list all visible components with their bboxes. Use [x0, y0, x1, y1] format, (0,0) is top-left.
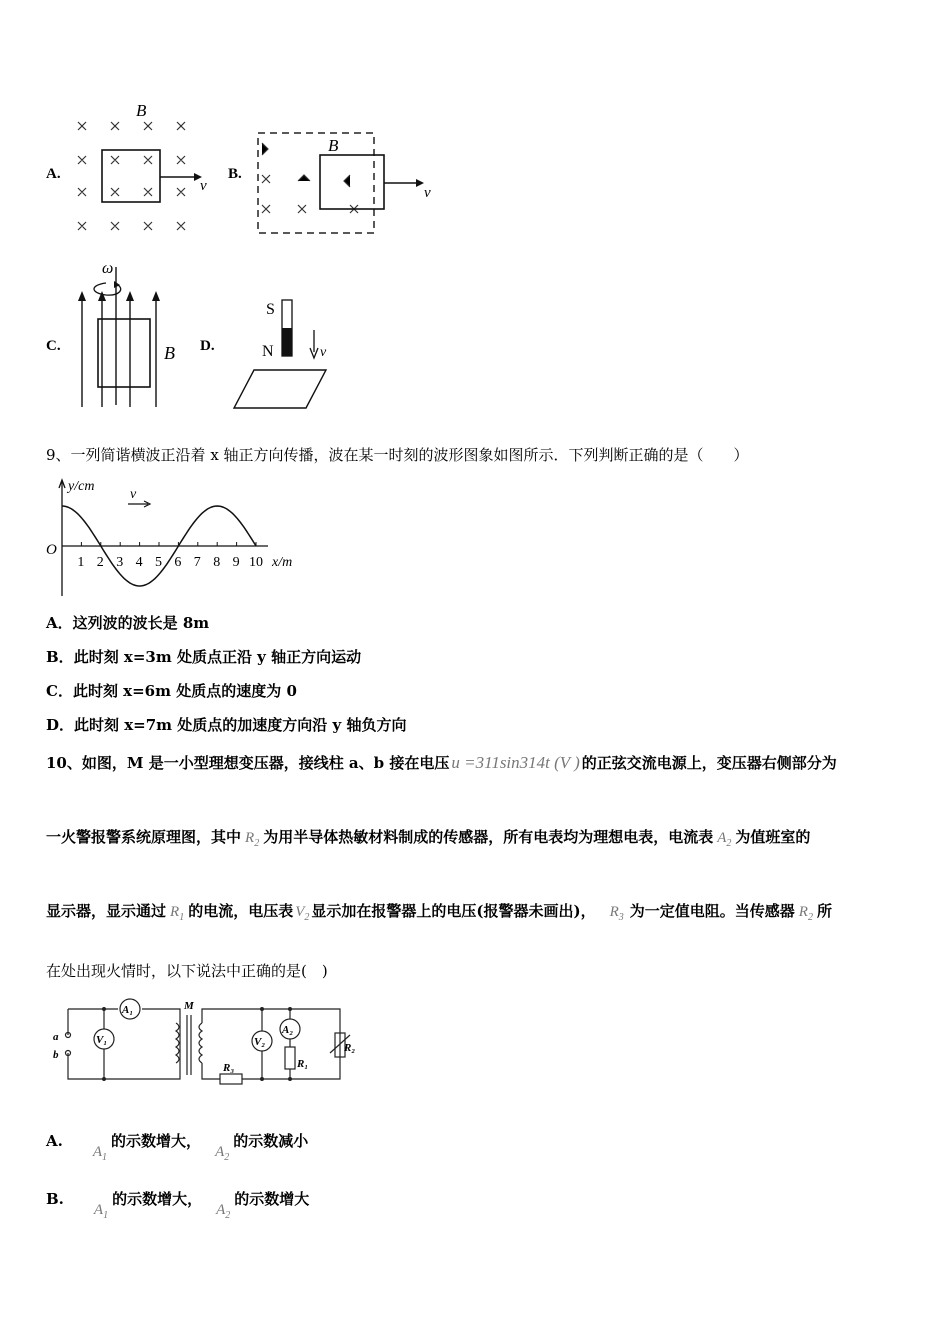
x-tick-label: 6 — [174, 555, 182, 570]
symbol-a2: $A_2$ — [717, 830, 732, 849]
a2-label: A₂ — [282, 1024, 294, 1036]
omega-label: ω — [102, 260, 114, 277]
field-region-boundary — [258, 133, 374, 233]
figure-a-moving-loop — [70, 100, 220, 240]
transformer-label: M — [184, 1000, 194, 1012]
option-d-label: D. — [200, 338, 215, 354]
question-10-line-1: 10、如图，M 是一小型理想变压器，接线柱 a、b 接在电压 u =311sin314t (V ) 的正弦交流电源上，变压器右侧部分为 — [46, 753, 837, 772]
velocity-label: v — [130, 487, 137, 502]
terminal-b-label: b — [53, 1049, 59, 1061]
q9-option-b[interactable]: B．此时刻 x=3m 处质点正沿 y 轴正方向运动 — [46, 648, 362, 666]
x-tick-label: 7 — [193, 555, 201, 570]
resistor-r3 — [220, 1074, 242, 1084]
question-10-line-2: 一火警报警系统原理图，其中 $R_2$ 为用半导体热敏材料制成的传感器，所有电表均为理想电表，电流表 $A_2$ 为值班室的 — [46, 828, 811, 849]
v2-label: V₂ — [254, 1036, 266, 1048]
field-label: B — [136, 101, 147, 120]
x-tick-label: 8 — [213, 555, 221, 570]
field-label: B — [164, 343, 175, 363]
x-tick-label: 2 — [96, 555, 104, 570]
x-tick-label: 5 — [155, 555, 162, 570]
x-tick-label: 10 — [249, 555, 263, 570]
y-axis-label: y/cm — [68, 479, 95, 494]
figure-d-falling-magnet — [228, 290, 338, 415]
symbol-r2: $R_2$ — [798, 904, 813, 923]
q10-option-a[interactable]: $A.A_1$的示数增大，$A_2$的示数减小 — [46, 1132, 309, 1163]
x-tick-label: 1 — [77, 555, 85, 570]
field-label: B — [328, 136, 339, 155]
q10-option-b[interactable]: $B.A_1$的示数增大，$A_2$的示数增大 — [46, 1190, 310, 1221]
x-axis-label: x/m — [272, 555, 293, 570]
conducting-loop — [98, 319, 150, 387]
q9-option-a[interactable]: A．这列波的波长是 8m — [46, 614, 210, 632]
velocity-label: v — [424, 185, 431, 201]
fire-alarm-circuit — [50, 995, 370, 1087]
conducting-loop — [234, 370, 326, 408]
q9-option-d[interactable]: D．此时刻 x=7m 处质点的加速度方向沿 y 轴负方向 — [46, 716, 407, 734]
question-10-line-3: 显示器，显示通过 $R_1$ 的电流，电压表 $V_2$ 显示加在报警器上的电压(报警器未画出)， $R_3$ 为一定值电阻。当传感器 $R_2$ 所 — [46, 902, 832, 923]
option-a-label: A. — [46, 166, 61, 182]
question-10-line-4: 在处出现火情时，以下说法中正确的是( ) — [46, 962, 328, 980]
x-tick-label: 9 — [232, 555, 240, 570]
r1-label: R₁ — [297, 1058, 309, 1070]
v1-label: V₁ — [96, 1034, 108, 1046]
symbol-r1: $R_1$ — [170, 904, 185, 923]
pole-n-label: N — [262, 343, 274, 360]
field-cross-marks — [78, 122, 185, 230]
r2-label: R₂ — [344, 1042, 356, 1054]
figure-b-loop-leaving-field — [250, 125, 450, 240]
x-tick-label: 4 — [135, 555, 143, 570]
wave-graph — [40, 474, 320, 599]
terminal-a-label: a — [53, 1031, 59, 1043]
option-c-label: C. — [46, 338, 61, 354]
a1-label: A₁ — [122, 1004, 134, 1016]
origin-label: O — [46, 542, 57, 558]
q9-option-c[interactable]: C．此时刻 x=6m 处质点的速度为 0 — [46, 682, 297, 700]
voltage-formula: u =311sin314t (V ) — [451, 753, 580, 772]
pole-s-label: S — [266, 301, 275, 318]
x-tick-label: 3 — [116, 555, 124, 570]
velocity-label: v — [200, 178, 207, 194]
question-9-stem: 9、一列简谐横波正沿着 x 轴正方向传播，波在某一时刻的波形图象如图所示．下列判断正确的是（ ） — [46, 446, 749, 464]
resistor-r1 — [285, 1047, 295, 1069]
r3-label: R₃ — [223, 1062, 235, 1074]
option-b-label: B. — [228, 166, 242, 182]
figure-c-rotating-loop — [70, 255, 200, 415]
symbol-v2: $V_2$ — [295, 904, 310, 923]
velocity-label: v — [320, 345, 327, 360]
symbol-r2: $R_2$ — [245, 830, 260, 849]
conducting-loop — [102, 150, 160, 202]
symbol-r3: $R_3$ — [609, 904, 624, 923]
